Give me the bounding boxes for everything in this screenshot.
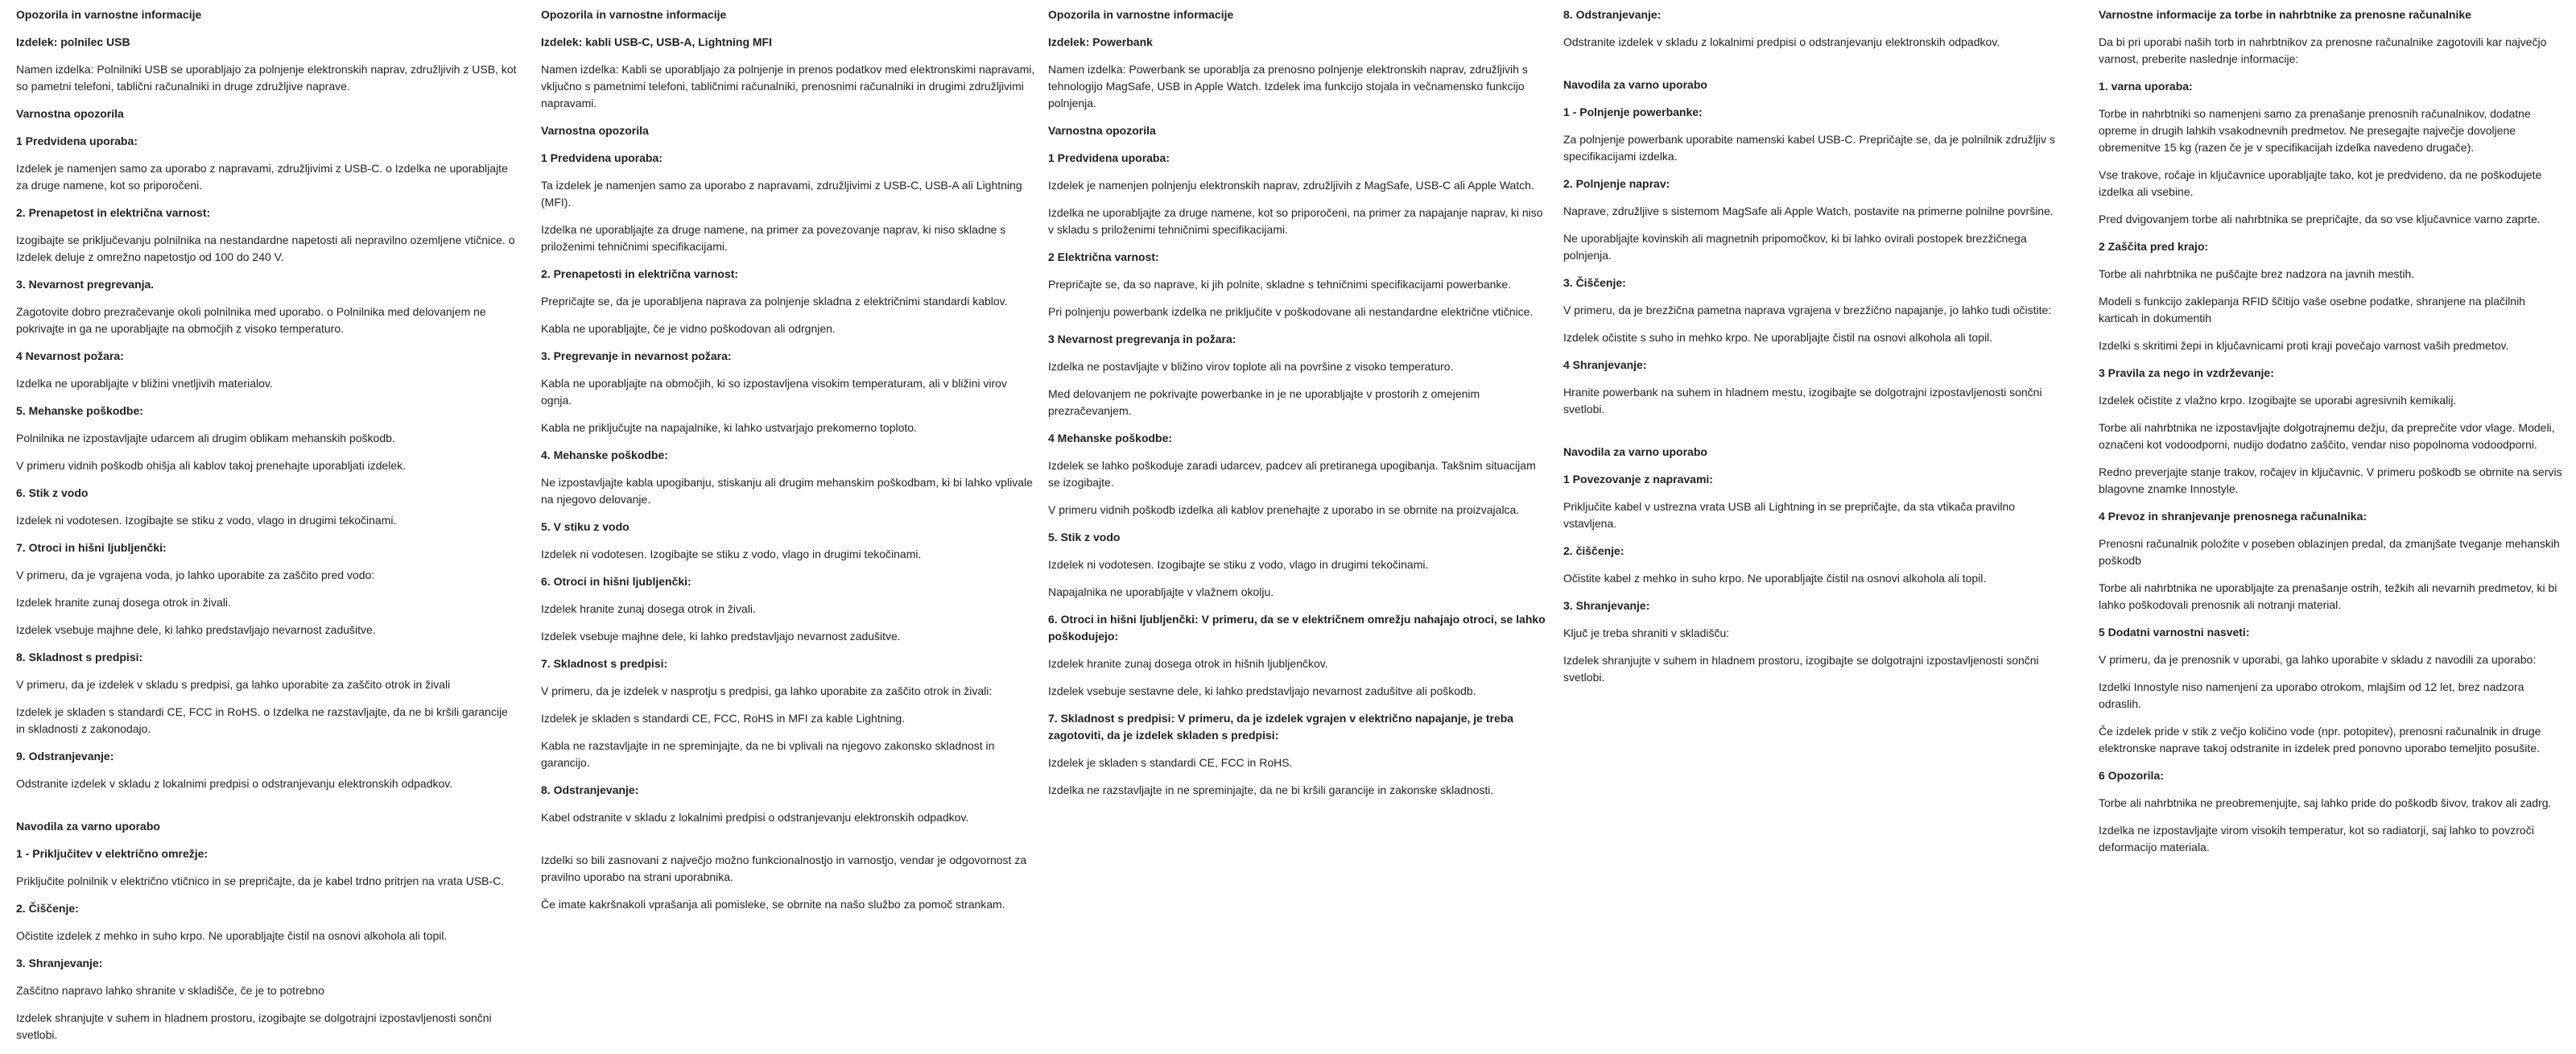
column-usb-charger	[16, 6, 517, 1054]
paragraph: Torbe ali nahrbtnika ne izpostavljajte dolgotrajnemu dežju, da preprečite vdor vlage. Modeli, označeni kot vodoodporni, nudijo dodatno zaščito, vendar niso popolnoma vodoodporni.	[2099, 421, 2555, 451]
column-powerbank	[1048, 6, 1546, 809]
section-heading: Izdelek: kabli USB-C, USB-A, Lightning MFI	[541, 35, 772, 48]
section-heading: 3. Nevarnost pregrevanja.	[16, 278, 155, 291]
paragraph: Izdelek shranjujte v suhem in hladnem prostoru, izogibajte se dolgotrajni izpostavljenosti sončni svetlobi.	[1563, 654, 2039, 684]
paragraph: V primeru, da je izdelek v skladu s predpisi, ga lahko uporabite za zaščito otrok in živali	[16, 678, 451, 691]
column-powerbank-usage	[1563, 6, 2056, 696]
paragraph: Izdelka ne razstavljajte in ne spreminjajte, da ne bi kršili garancije in zakonske skladnosti.	[1048, 783, 1494, 796]
section-heading: 2 Zaščita pred krajo:	[2099, 240, 2209, 253]
section-heading: Varnostna opozorila	[1048, 124, 1156, 137]
section-heading: 7. Skladnost s predpisi:	[541, 657, 668, 670]
section-heading: 3. Shranjevanje:	[16, 957, 103, 969]
section-heading: 3 Pravila za nego in vzdrževanje:	[2099, 366, 2274, 379]
section-heading: 1 Predvidena uporaba:	[16, 134, 138, 147]
paragraph: Torbe ali nahrbtnika ne puščajte brez nadzora na javnih mestih.	[2099, 267, 2415, 280]
paragraph: V primeru, da je prenosnik v uporabi, ga lahko uporabite v skladu z navodili za uporabo:	[2099, 653, 2537, 666]
paragraph: Naprave, združljive s sistemom MagSafe ali Apple Watch, postavite na primerne polnilne površine.	[1563, 205, 2054, 217]
paragraph: Izdelek hranite zunaj dosega otrok in živali.	[541, 602, 756, 615]
paragraph: Izdelek vsebuje majhne dele, ki lahko predstavljajo nevarnost zadušitve.	[16, 623, 376, 636]
paragraph: Ta izdelek je namenjen samo za uporabo z napravami, združljivimi z USB-C, USB-A ali Lightning (MFI).	[541, 179, 1022, 209]
paragraph: Kabla ne razstavljajte in ne spreminjajte, da ne bi vplivali na njegovo zakonsko skladnost in garancijo.	[541, 739, 995, 769]
paragraph: Zagotovite dobro prezračevanje okoli polnilnika med uporabo. o Polnilnika med delovanjem ne pokrivajte in ga ne uporabljajte na območjih z visoko temperaturo.	[16, 305, 486, 335]
paragraph: Torbe in nahrbtniki so namenjeni samo za prenašanje prenosnih računalnikov, dodatne opreme in drugih lahkih vsakodnevnih predmetov. Ne presegajte največje dovoljene obremenitve 15 kg (razen če je v specifikacijah izdelka navedeno drugače).	[2099, 107, 2531, 154]
section-heading: 2. čiščenje:	[1563, 544, 1624, 557]
paragraph: V primeru vidnih poškodb izdelka ali kablov prenehajte z uporabo in se obrnite na proizvajalca.	[1048, 503, 1520, 516]
section-heading: Opozorila in varnostne informacije	[16, 8, 202, 21]
paragraph: Torbe ali nahrbtnika ne preobremenjujte, saj lahko pride do poškodb šivov, trakov ali zadrg.	[2099, 796, 2552, 809]
section-heading: 2. Prenapetosti in električna varnost:	[541, 267, 739, 280]
section-heading: Varnostne informacije za torbe in nahrbtnike za prenosne računalnike	[2099, 8, 2471, 21]
paragraph: Priključite kabel v ustrezna vrata USB ali Lightning in se prepričajte, da sta vtikača pravilno vstavljena.	[1563, 500, 2016, 530]
paragraph: V primeru, da je izdelek v nasprotju s predpisi, ga lahko uporabite za zaščito otrok in živali:	[541, 684, 993, 697]
section-heading: 6. Otroci in hišni ljubljenčki:	[541, 575, 691, 588]
paragraph: Torbe ali nahrbtnika ne uporabljajte za prenašanje ostrih, težkih ali nevarnih predmetov, ki bi lahko poškodovali prenosnik ali notranji material.	[2099, 581, 2557, 611]
paragraph: Polnilnika ne izpostavljajte udarcem ali drugim oblikam mehanskih poškodb.	[16, 432, 395, 444]
section-heading: Navodila za varno uporabo	[1563, 78, 1707, 91]
section-heading: Navodila za varno uporabo	[1563, 445, 1707, 458]
paragraph: Kabla ne uporabljajte, če je vidno poškodovan ali odrgnjen.	[541, 322, 836, 335]
paragraph: Prepričajte se, da je uporabljena naprava za polnjenje skladna z električnimi standardi kablov.	[541, 295, 1008, 308]
paragraph: Izdelek ni vodotesen. Izogibajte se stiku z vodo, vlago in drugimi tekočinami.	[16, 514, 397, 527]
section-heading: Varnostna opozorila	[541, 124, 649, 137]
paragraph: V primeru, da je brezžična pametna naprava vgrajena v brezžično napajanje, jo lahko tudi očistite:	[1563, 304, 2052, 316]
section-heading: Navodila za varno uporabo	[16, 820, 160, 833]
paragraph: Izdelek je skladen s standardi CE, FCC in RoHS. o Izdelka ne razstavljajte, da ne bi kršili garancije in skladnosti z zakonodajo.	[16, 705, 508, 735]
paragraph: Prepričajte se, da so naprave, ki jih polnite, skladne s tehničnimi specifikacijami powerbanke.	[1048, 278, 1512, 291]
section-heading: 1 - Polnjenje powerbanke:	[1563, 105, 1703, 118]
paragraph: Očistite kabel z mehko in suho krpo. Ne uporabljajte čistil na osnovi alkohola ali topil.	[1563, 572, 1987, 585]
section-heading: 1 - Priključitev v električno omrežje:	[16, 847, 208, 860]
section-heading: 2. Polnjenje naprav:	[1563, 177, 1670, 190]
section-heading: 8. Odstranjevanje:	[1563, 8, 1662, 21]
paragraph: Priključite polnilnik v električno vtičnico in se prepričajte, da je kabel trdno pritrjen na vrata USB-C.	[16, 874, 505, 887]
column-cables	[541, 6, 1035, 924]
paragraph: Ključ je treba shraniti v skladišču:	[1563, 626, 1730, 639]
section-heading: 6 Opozorila:	[2099, 769, 2164, 782]
section-heading: Opozorila in varnostne informacije	[541, 8, 727, 21]
section-heading: Izdelek: polnilec USB	[16, 35, 130, 48]
paragraph: Odstranite izdelek v skladu z lokalnimi predpisi o odstranjevanju elektronskih odpadkov.	[1563, 35, 2000, 48]
paragraph: Pri polnjenju powerbank izdelka ne priključite v poškodovane ali nestandardne električne vtičnice.	[1048, 305, 1534, 318]
section-heading: 6. Otroci in hišni ljubljenčki: V primeru, da se v električnem omrežju nahajajo otroci, se lahko poškodujejo:	[1048, 613, 1546, 643]
paragraph: Izdelka ne uporabljajte za druge namene, kot so priporočeni, na primer za napajanje naprav, ki niso v skladu s priloženimi tehničnimi specifikacijami.	[1048, 206, 1543, 236]
section-heading: 2 Električna varnost:	[1048, 250, 1159, 263]
section-heading: 4 Mehanske poškodbe:	[1048, 432, 1173, 444]
paragraph: Kabla ne priključujte na napajalnike, ki lahko ustvarjajo prekomerno toploto.	[541, 421, 917, 434]
paragraph: Izdelka ne uporabljajte za druge namene, na primer za povezovanje naprav, ki niso skladne s priloženimi tehničnimi specifikacijami.	[541, 223, 1006, 253]
paragraph: Izdelki s skritimi žepi in ključavnicami proti kraji povečajo varnost vaših predmetov.	[2099, 339, 2509, 352]
paragraph: Izdelki so bili zasnovani z največjo možno funkcionalnostjo in varnostjo, vendar je odgovornost za pravilno uporabo na strani uporabnika.	[541, 854, 1027, 883]
paragraph: Da bi pri uporabi naših torb in nahrbtnikov za prenosne računalnike zagotovili kar največjo varnost, preberite naslednje informacije:	[2099, 35, 2547, 65]
paragraph: Izdelki Innostyle niso namenjeni za uporabo otrokom, mlajšim od 12 let, brez nadzora odraslih.	[2099, 680, 2524, 710]
paragraph: Izdelek je namenjen samo za uporabo z napravami, združljivimi z USB-C. o Izdelka ne uporabljajte za druge namene, kot so priporočeni.	[16, 162, 508, 192]
paragraph: Izdelek je skladen s standardi CE, FCC in RoHS.	[1048, 756, 1293, 769]
section-heading: 6. Stik z vodo	[16, 486, 89, 499]
paragraph: Izdelek je skladen s standardi CE, FCC, RoHS in MFI za kable Lightning.	[541, 712, 906, 725]
section-heading: 4 Nevarnost požara:	[16, 349, 124, 362]
paragraph: Izdelek ni vodotesen. Izogibajte se stiku z vodo, vlago in drugimi tekočinami.	[541, 548, 922, 560]
paragraph: Namen izdelka: Kabli se uporabljajo za polnjenje in prenos podatkov med elektronskimi napravami, vključno s pametnimi telefoni, tabličnimi računalniki, prenosnimi računalniki in drugimi združljivimi napravami.	[541, 63, 1035, 110]
section-heading: 4 Prevoz in shranjevanje prenosnega računalnika:	[2099, 510, 2368, 523]
paragraph: Izdelka ne postavljajte v bližino virov toplote ali na površine z visoko temperaturo.	[1048, 360, 1454, 373]
section-heading: 8. Odstranjevanje:	[541, 783, 639, 796]
section-heading: Varnostna opozorila	[16, 107, 124, 120]
section-heading: 5. Stik z vodo	[1048, 531, 1121, 544]
paragraph: Če imate kakršnakoli vprašanja ali pomisleke, se obrnite na našo službo za pomoč strankam.	[541, 898, 1005, 911]
section-heading: 1 Predvidena uporaba:	[1048, 151, 1170, 164]
section-heading: Opozorila in varnostne informacije	[1048, 8, 1234, 21]
section-heading: 3. Čiščenje:	[1563, 276, 1626, 289]
section-heading: 1 Predvidena uporaba:	[541, 151, 663, 164]
section-heading: 1 Povezovanje z napravami:	[1563, 473, 1713, 486]
paragraph: Izdelek se lahko poškoduje zaradi udarcev, padcev ali pretiranega upogibanja. Takšnim situacijam se izogibajte.	[1048, 459, 1536, 489]
section-heading: 9. Odstranjevanje:	[16, 750, 114, 763]
paragraph: Očistite izdelek z mehko in suho krpo. Ne uporabljajte čistil na osnovi alkohola ali topil.	[16, 929, 448, 942]
section-heading: 3 Nevarnost pregrevanja in požara:	[1048, 333, 1236, 345]
paragraph: Redno preverjajte stanje trakov, ročajev in ključavnic. V primeru poškodb se obrnite na servis blagovne znamke Innostyle.	[2099, 465, 2562, 495]
paragraph: Hranite powerbank na suhem in hladnem mestu, izogibajte se dolgotrajni izpostavljenosti sončni svetlobi.	[1563, 386, 2042, 415]
paragraph: Izdelek shranjujte v suhem in hladnem prostoru, izogibajte se dolgotrajni izpostavljenosti sončni svetlobi.	[16, 1011, 492, 1041]
paragraph: Izdelek vsebuje majhne dele, ki lahko predstavljajo nevarnost zadušitve.	[541, 630, 901, 643]
paragraph: Za polnjenje powerbank uporabite namenski kabel USB-C. Prepričajte se, da je polnilnik združljiv s specifikacijami izdelka.	[1563, 133, 2055, 163]
paragraph: Izdelek hranite zunaj dosega otrok in živali.	[16, 596, 231, 609]
paragraph: Med delovanjem ne pokrivajte powerbanke in je ne uporabljajte v prostorih z omejenim prezračevanjem.	[1048, 387, 1480, 417]
paragraph: Izdelek vsebuje sestavne dele, ki lahko predstavljajo nevarnost zadušitve ali poškodb.	[1048, 684, 1476, 697]
section-heading: 3. Shranjevanje:	[1563, 599, 1650, 612]
section-heading: Izdelek: Powerbank	[1048, 35, 1153, 48]
section-heading: 1. varna uporaba:	[2099, 80, 2193, 93]
section-heading: 7. Skladnost s predpisi: V primeru, da je izdelek vgrajen v električno napajanje, je treba zagotoviti, da je izdelek skladen s predpisi:	[1048, 712, 1514, 742]
paragraph: Modeli s funkcijo zaklepanja RFID ščitijo vaše osebne podatke, shranjene na plačilnih karticah in dokumentih	[2099, 295, 2525, 324]
section-heading: 5. V stiku z vodo	[541, 520, 630, 533]
section-heading: 2. Prenapetost in električna varnost:	[16, 206, 211, 219]
paragraph: Izdelek je namenjen polnjenju elektronskih naprav, združljivih z MagSafe, USB-C ali Apple Watch.	[1048, 179, 1534, 192]
paragraph: Odstranite izdelek v skladu z lokalnimi predpisi o odstranjevanju elektronskih odpadkov.	[16, 777, 453, 790]
section-heading: 3. Pregrevanje in nevarnost požara:	[541, 349, 732, 362]
paragraph: Namen izdelka: Powerbank se uporablja za prenosno polnjenje elektronskih naprav, združljivih s tehnologijo MagSafe, USB in Apple Watch. Izdelek ima funkcijo stojala in večnamensko funkcijo polnjenja.	[1048, 63, 1528, 110]
paragraph: Pred dvigovanjem torbe ali nahrbtnika se prepričajte, da so vse ključavnice varno zaprte.	[2099, 213, 2541, 225]
paragraph: Napajalnika ne uporabljajte v vlažnem okolju.	[1048, 585, 1274, 598]
section-heading: 4. Mehanske poškodbe:	[541, 448, 668, 461]
paragraph: Kabla ne uporabljajte na območjih, ki so izpostavljena visokim temperaturam, ali v bližini virov ognja.	[541, 377, 1007, 407]
section-heading: 5 Dodatni varnostni nasveti:	[2099, 626, 2250, 639]
section-heading: 5. Mehanske poškodbe:	[16, 404, 143, 417]
section-heading: 4 Shranjevanje:	[1563, 358, 1647, 371]
paragraph: Vse trakove, ročaje in ključavnice uporabljajte tako, kot je predvideno, da ne poškodujete izdelka ali vsebine.	[2099, 168, 2542, 198]
paragraph: Izdelek ni vodotesen. Izogibajte se stiku z vodo, vlago in drugimi tekočinami.	[1048, 558, 1429, 571]
paragraph: V primeru vidnih poškodb ohišja ali kablov takoj prenehajte uporabljati izdelek.	[16, 459, 407, 472]
paragraph: Izdelek hranite zunaj dosega otrok in hišnih ljubljenčkov.	[1048, 657, 1328, 670]
section-heading: 8. Skladnost s predpisi:	[16, 651, 143, 663]
paragraph: Če izdelek pride v stik z večjo količino vode (npr. potopitev), prenosni računalnik in druge elektronske naprave takoj odstranite in izdelek pred ponovno uporabo temeljito posušite.	[2099, 725, 2541, 754]
paragraph: Ne uporabljajte kovinskih ali magnetnih pripomočkov, ki bi lahko ovirali postopek brezžičnega polnjenja.	[1563, 232, 2027, 262]
paragraph: Izogibajte se priključevanju polnilnika na nestandardne napetosti ali nepravilno ozemljene vtičnice. o Izdelek deluje z omrežno napetostjo od 100 do 240 V.	[16, 234, 515, 263]
paragraph: Izdelka ne izpostavljajte virom visokih temperatur, kot so radiatorji, saj lahko to povzroči deformacijo materiala.	[2099, 824, 2534, 854]
section-heading: 7. Otroci in hišni ljubljenčki:	[16, 541, 167, 554]
paragraph: V primeru, da je vgrajena voda, jo lahko uporabite za zaščito pred vodo:	[16, 568, 375, 581]
paragraph: Izdelka ne uporabljajte v bližini vnetljivih materialov.	[16, 377, 273, 390]
column-laptop-bags	[2099, 6, 2566, 866]
paragraph: Kabel odstranite v skladu z lokalnimi predpisi o odstranjevanju elektronskih odpadkov.	[541, 811, 969, 824]
paragraph: Namen izdelka: Polnilniki USB se uporabljajo za polnjenje elektronskih naprav, združljivih z USB, kot so pametni telefoni, tablični računalniki in druge združljive naprave.	[16, 63, 517, 93]
paragraph: Izdelek očistite s suho in mehko krpo. Ne uporabljajte čistil na osnovi alkohola ali topil.	[1563, 331, 1993, 344]
paragraph: Izdelek očistite z vlažno krpo. Izogibajte se uporabi agresivnih kemikalij.	[2099, 394, 2457, 407]
paragraph: Zaščitno napravo lahko shranite v skladišče, če je to potrebno	[16, 984, 324, 997]
paragraph: Ne izpostavljajte kabla upogibanju, stiskanju ali drugim mehanskim poškodbam, ki bi lahko vplivale na njegovo delovanje.	[541, 476, 1033, 506]
paragraph: Prenosni računalnik položite v poseben oblazinjen predal, da zmanjšate tveganje mehanskih poškodb	[2099, 537, 2560, 567]
section-heading: 2. Čiščenje:	[16, 902, 79, 915]
